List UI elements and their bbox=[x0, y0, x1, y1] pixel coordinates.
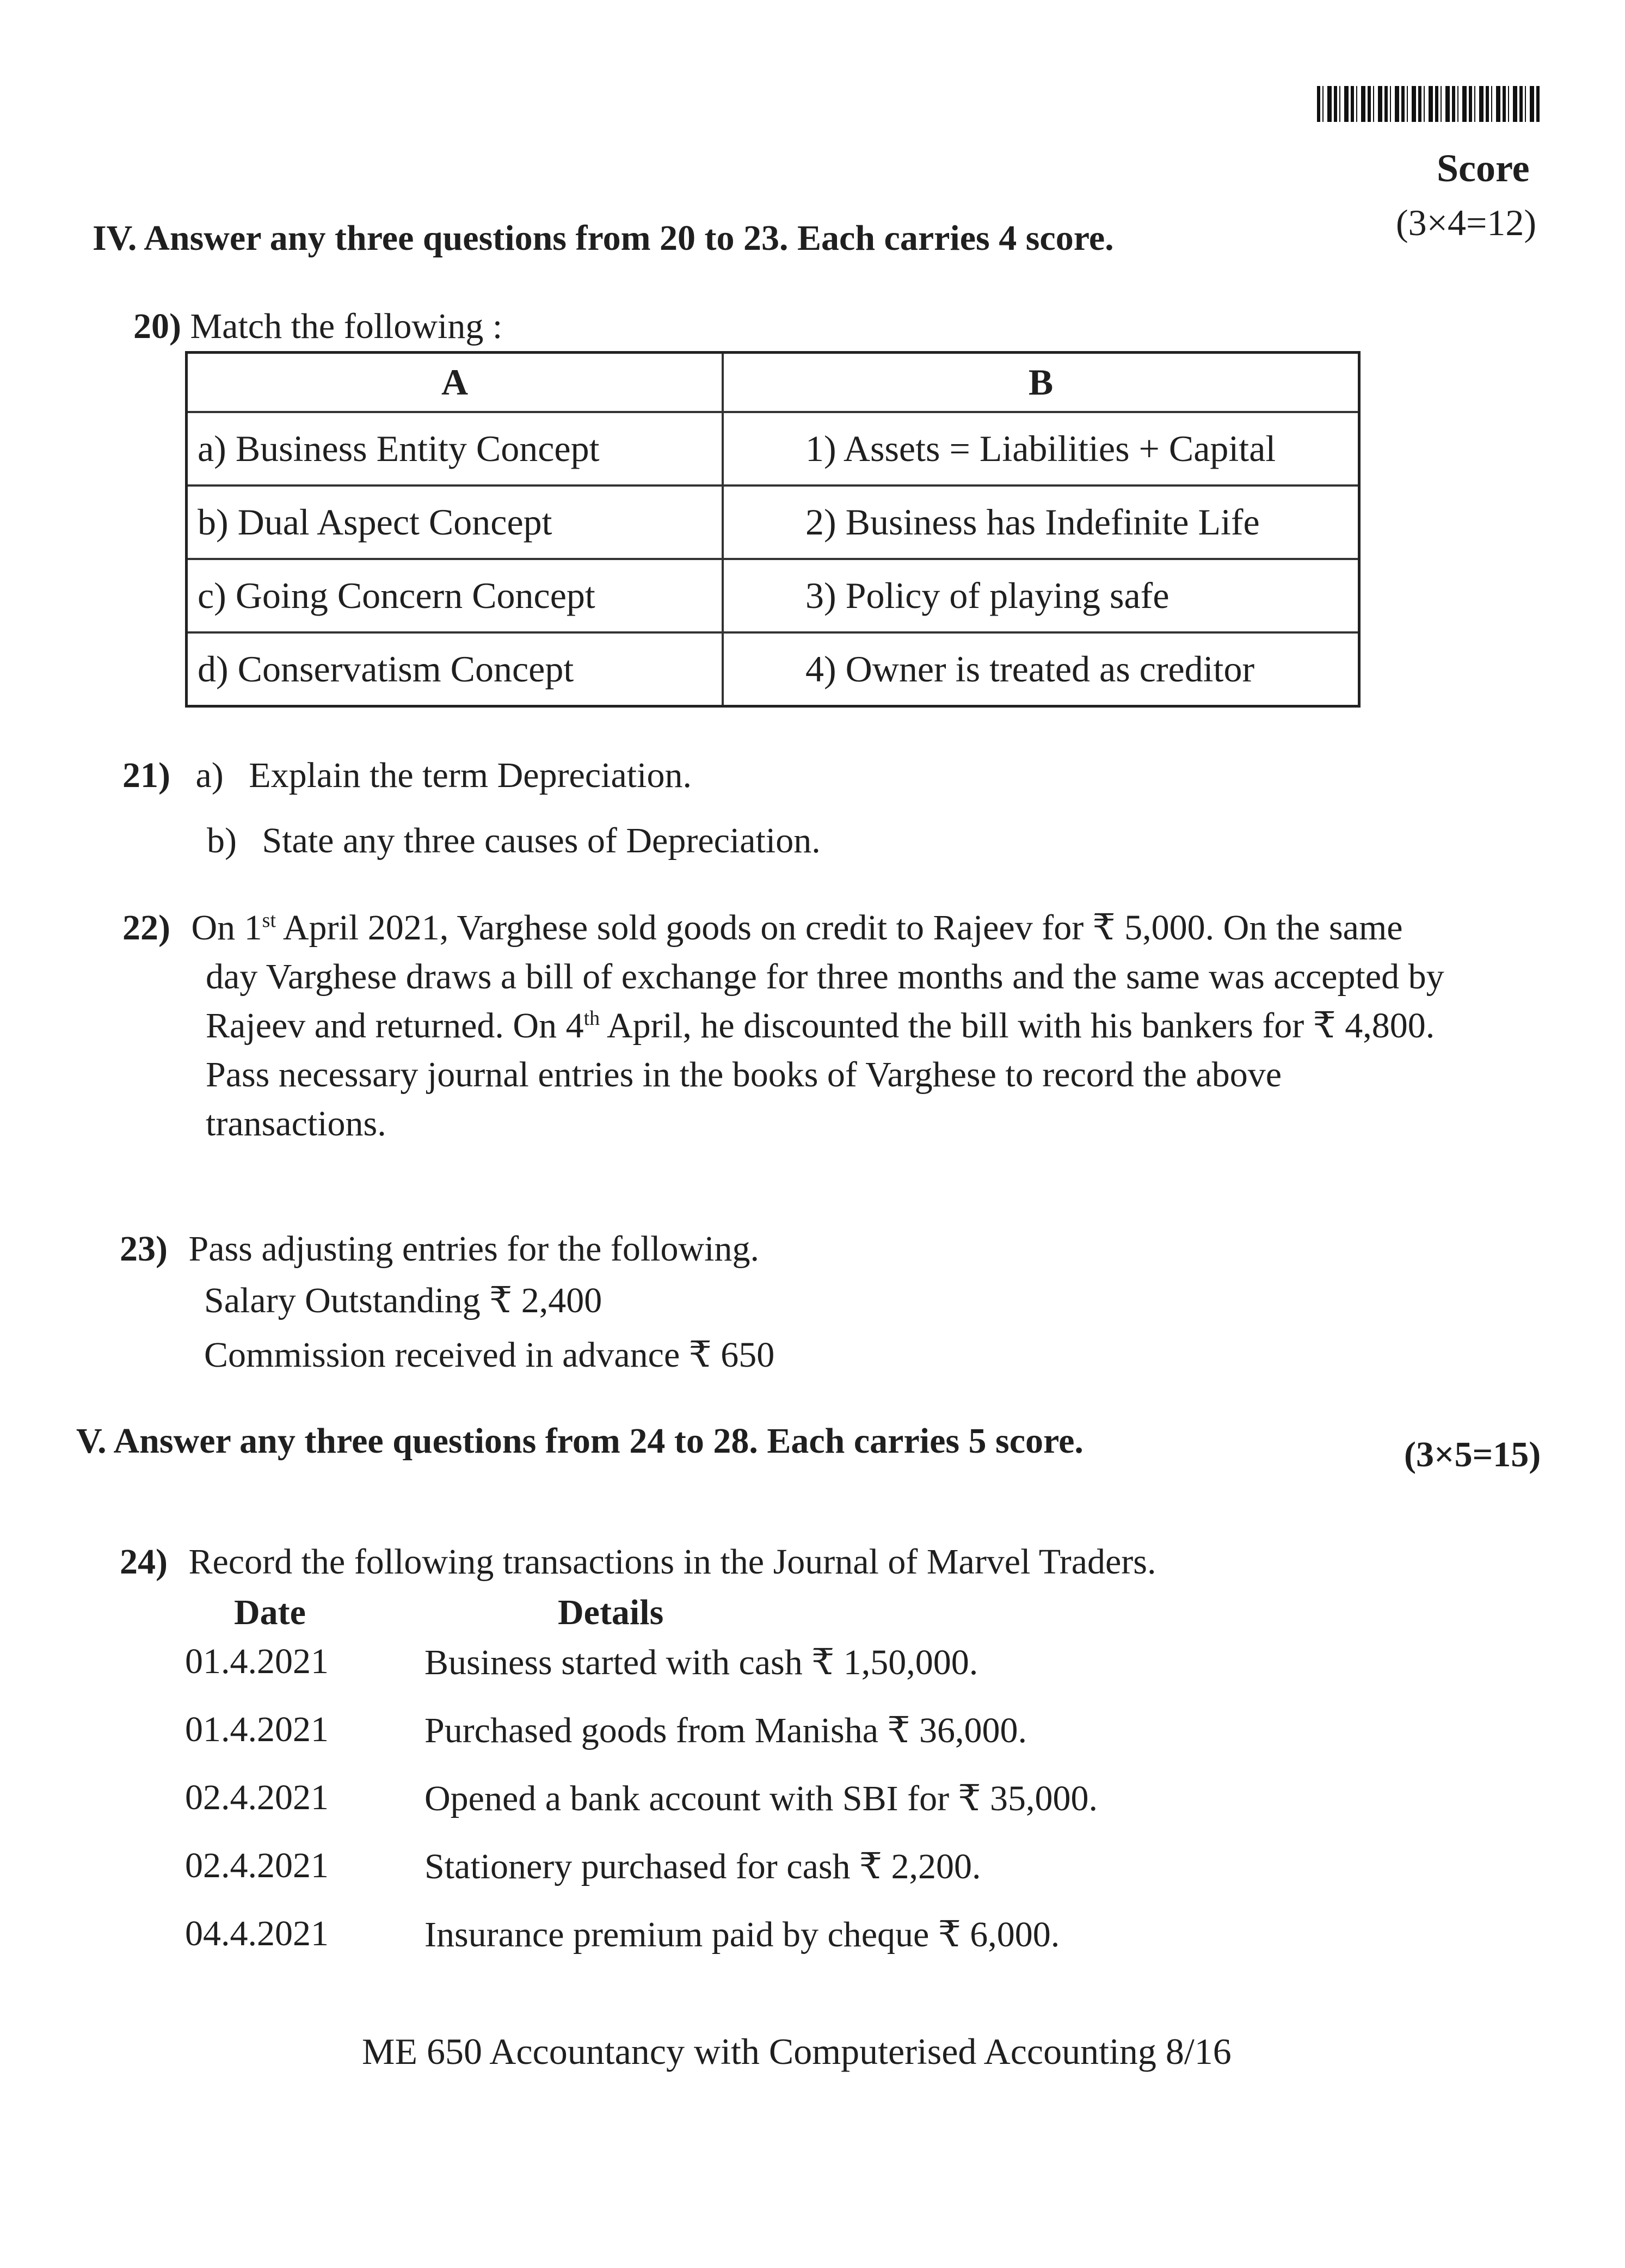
q20-number: 20) bbox=[133, 306, 181, 346]
q22-line2: day Varghese draws a bill of exchange for three months and the same was accepted by bbox=[206, 957, 1444, 997]
table-row bbox=[187, 632, 1359, 706]
superscript: th bbox=[583, 1007, 600, 1030]
q23-line3: Commission received in advance ₹ 650 bbox=[204, 1335, 775, 1375]
q24-text: Record the following transactions in the Journal of Marvel Traders. bbox=[188, 1542, 1156, 1582]
table-row bbox=[187, 412, 1359, 485]
q20 bbox=[133, 305, 502, 348]
section4-score: (3×4=12) bbox=[1396, 202, 1536, 243]
q22-text: April 2021, Varghese sold goods on credit to Rajeev for ₹ 5,000. On the same bbox=[276, 908, 1403, 948]
match-cell-a: a) Business Entity Concept bbox=[187, 412, 723, 485]
column-a-header: A bbox=[187, 353, 723, 413]
page-footer: ME 650 Accountancy with Computerised Accounting 8/16 bbox=[362, 2031, 1232, 2072]
q23-line1 bbox=[120, 1227, 759, 1270]
transaction-date: 04.4.2021 bbox=[185, 1914, 329, 1953]
superscript: st bbox=[262, 909, 276, 932]
section5-heading: V. Answer any three questions from 24 to 28. Each carries 5 score. bbox=[76, 1421, 1084, 1461]
q22-text: April, he discounted the bill with his bankers for ₹ 4,800. bbox=[600, 1006, 1435, 1046]
section4-heading: IV. Answer any three questions from 20 to 23. Each carries 4 score. bbox=[93, 218, 1114, 258]
q21-b-text: State any three causes of Depreciation. bbox=[262, 821, 821, 861]
q21-a-label: a) bbox=[195, 755, 224, 795]
q24-number: 24) bbox=[120, 1542, 168, 1582]
score-label: Score bbox=[1437, 146, 1530, 190]
date-column-header: Date bbox=[234, 1593, 306, 1632]
q22-line1 bbox=[122, 906, 1403, 949]
transaction-detail: Stationery purchased for cash ₹ 2,200. bbox=[424, 1847, 981, 1886]
match-cell-a: c) Going Concern Concept bbox=[187, 559, 723, 632]
transaction-date: 01.4.2021 bbox=[185, 1710, 329, 1749]
transaction-detail: Business started with cash ₹ 1,50,000. bbox=[424, 1643, 978, 1682]
table-row bbox=[187, 485, 1359, 559]
barcode bbox=[1317, 86, 1540, 122]
transaction-date: 02.4.2021 bbox=[185, 1846, 329, 1885]
details-column-header: Details bbox=[558, 1593, 664, 1632]
q22-text: Rajeev and returned. On 4 bbox=[206, 1006, 584, 1046]
q21-number: 21) bbox=[122, 755, 170, 795]
q23-text: Pass adjusting entries for the following. bbox=[188, 1229, 760, 1269]
q21-b-label: b) bbox=[207, 821, 237, 861]
match-cell-a: d) Conservatism Concept bbox=[187, 632, 723, 706]
table-row bbox=[187, 559, 1359, 632]
transaction-date: 02.4.2021 bbox=[185, 1778, 329, 1817]
q22-line4: Pass necessary journal entries in the books of Varghese to record the above bbox=[206, 1055, 1282, 1095]
q20-text: Match the following : bbox=[190, 306, 503, 346]
match-cell-b: 1) Assets = Liabilities + Capital bbox=[723, 412, 1359, 485]
match-table-header bbox=[187, 353, 1359, 413]
match-cell-a: b) Dual Aspect Concept bbox=[187, 485, 723, 559]
transaction-detail: Insurance premium paid by cheque ₹ 6,000. bbox=[424, 1915, 1060, 1954]
q21-part-a bbox=[122, 754, 692, 797]
column-b-header: B bbox=[723, 353, 1359, 413]
q22-line5: transactions. bbox=[206, 1104, 386, 1144]
q22-number: 22) bbox=[122, 908, 170, 948]
match-cell-b: 3) Policy of playing safe bbox=[723, 559, 1359, 632]
transaction-detail: Opened a bank account with SBI for ₹ 35,000. bbox=[424, 1779, 1098, 1818]
q23-line2: Salary Outstanding ₹ 2,400 bbox=[204, 1281, 602, 1320]
q22-text: On 1 bbox=[191, 908, 262, 948]
q24 bbox=[120, 1540, 1156, 1583]
q23-number: 23) bbox=[120, 1229, 168, 1269]
match-cell-b: 2) Business has Indefinite Life bbox=[723, 485, 1359, 559]
match-cell-b: 4) Owner is treated as creditor bbox=[723, 632, 1359, 706]
section5-score: (3×5=15) bbox=[1404, 1435, 1541, 1474]
q21-a-text: Explain the term Depreciation. bbox=[249, 755, 692, 795]
q22-line3 bbox=[206, 1004, 1435, 1047]
transaction-detail: Purchased goods from Manisha ₹ 36,000. bbox=[424, 1711, 1027, 1750]
transaction-date: 01.4.2021 bbox=[185, 1642, 329, 1681]
q21-part-b bbox=[207, 819, 821, 862]
match-table bbox=[185, 351, 1361, 708]
